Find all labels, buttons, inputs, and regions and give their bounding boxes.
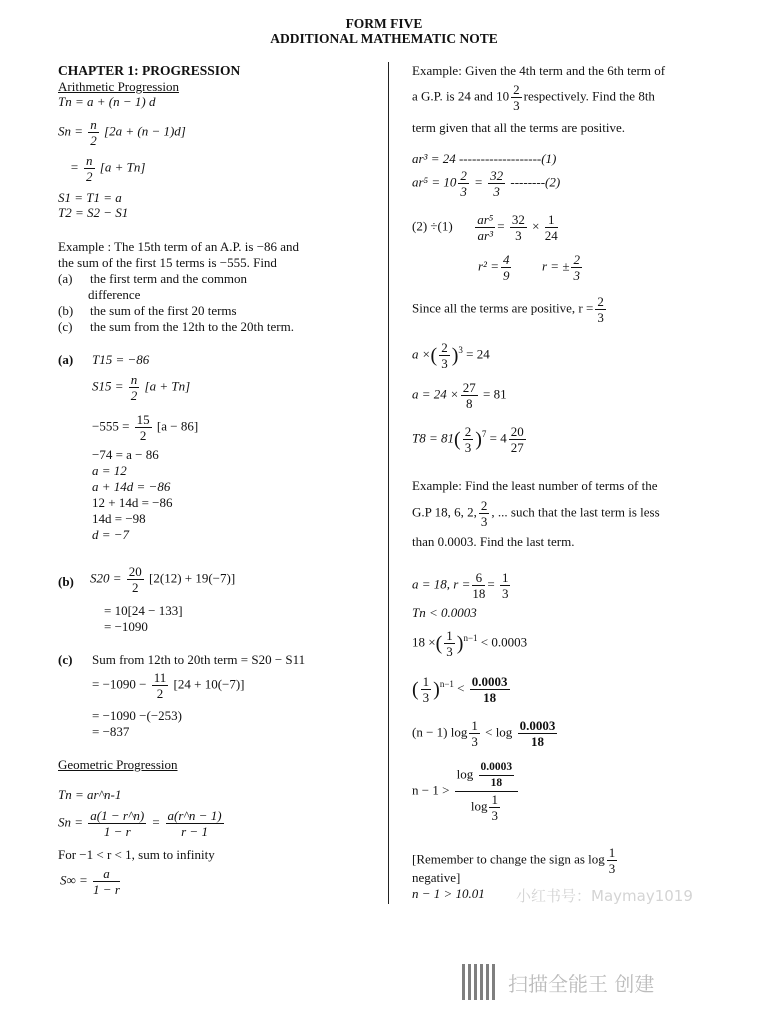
example2-line2: a G.P. is 24 and 10 $\frac{2}{3}$ respectively. Find the 8th — [412, 82, 655, 113]
solution-a-step2: a = 12 — [92, 463, 127, 478]
solution-b-s20: S20 = $\frac{20}{2}$ [2(12) + 19(−7)] — [90, 564, 236, 595]
gp-sn-formula: Sn = $\frac{a(1 - r\^{}n)}{1 - r}$ = $\frac{a(r\^{}n - 1)}{r - 1}$ — [58, 808, 222, 839]
example1-part-a: (a) the first term and the common — [58, 271, 248, 286]
solution-c-step3: = −837 — [92, 724, 130, 739]
example1-part-b: (b) the sum of the first 20 terms — [58, 303, 237, 318]
example3-line1: Example: Find the least number of terms of the — [412, 478, 658, 493]
ex3-inequality1: 18 ×( $\frac{1}{3}$ )$^{n-1}$ < 0.0003 — [412, 628, 528, 659]
solution-a-step4: 12 + 14d = −86 — [92, 495, 173, 510]
doc-title: FORM FIVE — [345, 16, 423, 31]
gp-infinity-condition: For −1 < r < 1, sum to infinity — [58, 847, 215, 862]
example1-line2: the sum of the first 15 terms is −555. Find — [58, 255, 277, 270]
gp-tn-formula: Tn = ar^n-1 — [58, 787, 122, 802]
solution-c-label: (c) — [58, 652, 73, 667]
gp-heading: Geometric Progression — [58, 757, 178, 772]
solution-b-step3: = −1090 — [104, 619, 148, 634]
ap-t2-formula: T2 = S2 − S1 — [58, 205, 129, 220]
example2-line1: Example: Given the 4th term and the 6th term of — [412, 63, 666, 78]
ex3-n-inequality: n − 1 > log $\frac{0.0003}{18}$ log $\frac{1}{3}$ — [412, 760, 520, 823]
solution-b-label: (b) — [58, 574, 74, 589]
ex3-tn-condition: Tn < 0.0003 — [412, 605, 477, 620]
gp-eq1: ar³ = 24 -------------------(1) — [412, 151, 557, 166]
example3-line2: G.P 18, 6, 2, $\frac{2}{3}$ , ... such that the last term is less — [412, 498, 660, 529]
a-equation: a ×( $\frac{2}{3}$ )$^3$ = 24 — [412, 340, 490, 371]
ap-sn-formula: Sn = $\frac{n}{2}$ [2a + (n − 1)d] — [58, 117, 186, 148]
qr-code-icon — [462, 964, 498, 1000]
ex3-inequality2: ( $\frac{1}{3}$ )$^{n-1}$ < $\frac{0.0003}{18}$ — [412, 674, 508, 705]
column-divider — [388, 62, 389, 904]
solution-a-label: (a) — [58, 352, 74, 367]
social-handle-watermark: 小红书号：Maymay1019 — [516, 887, 693, 905]
remember-note: [Remember to change the sign as log $\frac{1}{3}$ — [412, 845, 616, 876]
example1-line1: Example : The 15th term of an A.P. is −86 and — [58, 239, 300, 254]
ap-heading: Arithmetic Progression — [58, 79, 179, 94]
solution-a-step3: a + 14d = −86 — [92, 479, 171, 494]
example1-part-a-cont: difference — [88, 287, 141, 302]
solution-a-step6: d = −7 — [92, 527, 130, 542]
a-value: a = 24 × $\frac{27}{8}$ = 81 — [412, 380, 507, 411]
example1-part-c: (c) the sum from the 12th to the 20th term. — [58, 319, 294, 334]
scanner-watermark: 扫描全能王 创建 — [508, 972, 655, 996]
example3-line3: than 0.0003. Find the last term. — [412, 534, 575, 549]
doc-subtitle: ADDITIONAL MATHEMATIC NOTE — [270, 31, 498, 46]
solution-a-t15: T15 = −86 — [92, 352, 150, 367]
solution-a-s15: S15 = $\frac{n}{2}$ [a + Tn] — [92, 372, 191, 403]
ex3-log-inequality: (n − 1) log $\frac{1}{3}$ < log $\frac{0.0003}{18}$ — [412, 718, 556, 749]
solution-c-text: Sum from 12th to 20th term = S20 − S11 — [92, 652, 306, 667]
remember-note-cont: negative] — [412, 870, 461, 885]
final-answer: n − 1 > 10.01 — [412, 886, 485, 901]
solution-b-step2: = 10[24 − 133] — [104, 603, 183, 618]
solution-a-555: −555 = $\frac{15}{2}$ [a − 86] — [92, 412, 199, 443]
solution-c-step2: = −1090 −(−253) — [92, 708, 182, 723]
t8-value: T8 = 81( $\frac{2}{3}$ )$^7$ = 4 $\frac{20}{27}$ — [412, 424, 524, 455]
ex3-a-r: a = 18, r = $\frac{6}{18}$ = $\frac{1}{3}$ — [412, 570, 509, 601]
gp-sum-infinity: S∞ = $\frac{a}{1 - r}$ — [60, 866, 120, 897]
solution-a-step5: 14d = −98 — [92, 511, 146, 526]
gp-division: (2) ÷(1) $\frac{\text{ar⁵}}{\text{ar³}}$ = $\frac{32}{3}$ × $\frac{1}{24}$ — [412, 212, 558, 243]
since-positive: Since all the terms are positive, r = $\frac{2}{3}$ — [412, 294, 604, 325]
gp-r-solution: r² = $\frac{4}{9}$ r = ± $\frac{2}{3}$ — [478, 252, 580, 283]
solution-a-step1: −74 = a − 86 — [92, 447, 159, 462]
ap-tn-formula: Tn = a + (n − 1) d — [58, 94, 156, 109]
chapter-heading: CHAPTER 1: PROGRESSION — [58, 63, 241, 78]
solution-c-step1: = −1090 − $\frac{11}{2}$ [24 + 10(−7)] — [92, 670, 245, 701]
example2-line3: term given that all the terms are positive. — [412, 120, 625, 135]
gp-eq2: ar⁵ = 10 $\frac{2}{3}$ = $\frac{32}{3}$ --------(2) — [412, 168, 561, 199]
ap-s1-formula: S1 = T1 = a — [58, 190, 122, 205]
ap-sn-alt-formula: = $\frac{n}{2}$ [a + Tn] — [70, 153, 146, 184]
